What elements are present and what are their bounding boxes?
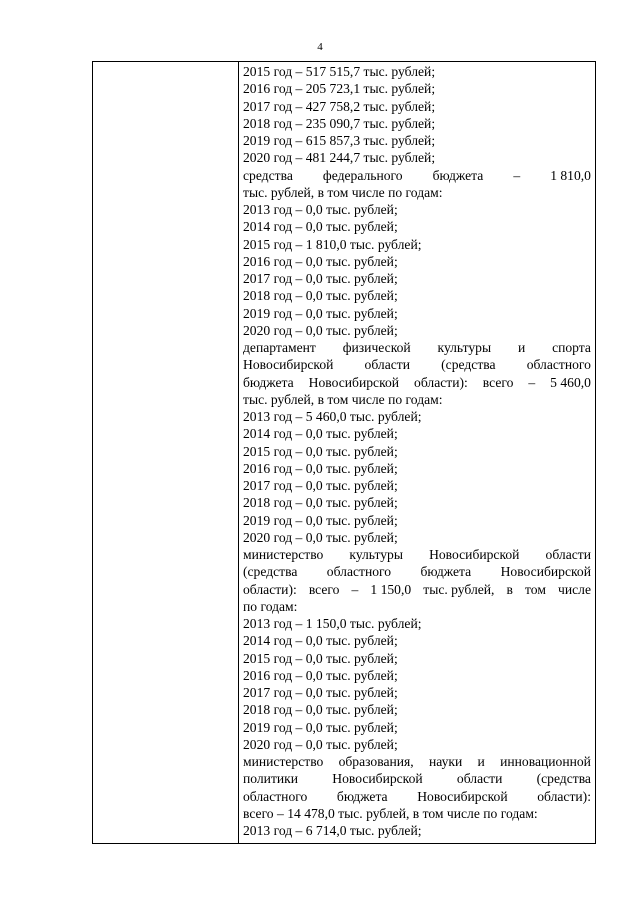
text-line	[243, 494, 591, 511]
text-word: 2018 год – 0,0 тыс. рублей;	[243, 495, 398, 511]
text-word: и	[517, 340, 526, 355]
text-word: по годам:	[243, 598, 298, 614]
text-word: 2015 год – 0,0 тыс. рублей;	[243, 443, 398, 459]
text-word: 2019 год – 0,0 тыс. рублей;	[243, 719, 398, 735]
text-word: (средства	[441, 357, 496, 373]
text-word: 2017 год – 0,0 тыс. рублей;	[243, 685, 398, 700]
text-word: области):	[414, 374, 468, 390]
text-word: инновационной	[500, 754, 591, 769]
text-word: 2013 год – 0,0 тыс. рублей;	[243, 202, 398, 217]
text-word: –	[513, 167, 521, 183]
text-word: области):	[243, 581, 297, 597]
text-line	[243, 581, 591, 598]
text-word: тыс. рублей, в том числе по годам:	[243, 184, 443, 200]
text-line	[243, 218, 591, 235]
text-word: области):	[537, 788, 591, 804]
text-line	[243, 115, 591, 132]
text-word: тыс. рублей,	[423, 581, 495, 597]
text-word: 2013 год – 1 150,0 тыс. рублей;	[243, 616, 422, 631]
text-line	[243, 598, 591, 615]
text-line	[243, 305, 591, 322]
text-word: министерство	[243, 754, 324, 769]
text-word: 2016 год – 0,0 тыс. рублей;	[243, 460, 398, 476]
text-word: спорта	[552, 340, 591, 355]
text-line	[243, 822, 591, 839]
text-word: Новосибирской	[308, 374, 400, 390]
text-word: 2014 год – 0,0 тыс. рублей;	[243, 426, 398, 442]
text-word: области	[456, 771, 503, 787]
text-line	[243, 512, 591, 529]
text-line	[243, 270, 591, 287]
text-word: 2014 год – 0,0 тыс. рублей;	[243, 633, 398, 649]
text-word: 2020 год – 0,0 тыс. рублей;	[243, 529, 398, 545]
text-word: 2019 год – 0,0 тыс. рублей;	[243, 512, 398, 528]
table-left-cell	[93, 62, 238, 843]
text-word: департамент	[243, 340, 316, 355]
text-line	[243, 132, 591, 149]
text-word: всего	[482, 374, 514, 390]
text-line	[243, 408, 591, 425]
budget-table	[92, 61, 596, 844]
text-word: 2013 год – 6 714,0 тыс. рублей;	[243, 823, 422, 838]
text-line	[243, 322, 591, 339]
text-word: 2014 год – 0,0 тыс. рублей;	[243, 219, 398, 235]
text-word: в	[506, 581, 513, 597]
text-line	[243, 632, 591, 649]
text-line	[243, 477, 591, 494]
text-word: культуры	[349, 547, 403, 562]
text-line	[243, 425, 591, 442]
text-word: 2015 год – 0,0 тыс. рублей;	[243, 650, 398, 666]
text-word: бюджета	[420, 564, 472, 580]
text-word: Новосибирской	[429, 547, 520, 562]
text-word: 2018 год – 0,0 тыс. рублей;	[243, 702, 398, 718]
text-word: 2015 год – 1 810,0 тыс. рублей;	[243, 236, 422, 252]
text-word: 2019 год – 615 857,3 тыс. рублей;	[243, 133, 436, 148]
text-line	[243, 356, 591, 373]
text-line	[243, 650, 591, 667]
text-word: (средства	[536, 771, 591, 787]
text-line	[243, 201, 591, 218]
text-word: Новосибирской	[417, 788, 508, 804]
text-word: всего	[308, 581, 340, 597]
text-line	[243, 736, 591, 753]
text-line	[243, 443, 591, 460]
text-line	[243, 719, 591, 736]
text-word: физической	[342, 340, 411, 355]
text-line	[243, 805, 591, 822]
text-line	[243, 253, 591, 270]
text-line	[243, 701, 591, 718]
text-word: Новосибирской	[332, 771, 423, 787]
text-word: Новосибирской	[500, 564, 591, 580]
text-word: областного	[526, 357, 591, 373]
text-word: числе	[558, 581, 591, 597]
text-word: 2018 год – 235 090,7 тыс. рублей;	[243, 115, 436, 131]
text-word: –	[528, 374, 536, 390]
text-word: 2017 год – 0,0 тыс. рублей;	[243, 478, 398, 493]
text-line	[243, 788, 591, 805]
text-word: культуры	[437, 340, 492, 355]
text-word: 1 810,0	[550, 167, 591, 183]
text-line	[243, 98, 591, 115]
text-word: 2016 год – 0,0 тыс. рублей;	[243, 253, 398, 269]
text-line	[243, 374, 591, 391]
text-word: 2016 год – 0,0 тыс. рублей;	[243, 667, 398, 683]
text-word: 1 150,0	[370, 581, 412, 597]
text-word: политики	[243, 771, 299, 787]
text-line	[243, 460, 591, 477]
text-line	[243, 667, 591, 684]
text-word: бюджета	[432, 167, 484, 183]
text-line	[243, 546, 591, 563]
text-line	[243, 753, 591, 770]
table-right-cell	[243, 63, 591, 839]
text-word: 2013 год – 5 460,0 тыс. рублей;	[243, 409, 422, 424]
text-line	[243, 770, 591, 787]
text-word: и	[477, 754, 485, 769]
text-word: Новосибирской	[243, 357, 334, 373]
text-word: (средства	[243, 564, 298, 580]
text-line	[243, 63, 591, 80]
text-line	[243, 287, 591, 304]
text-line	[243, 184, 591, 201]
column-divider	[238, 62, 239, 843]
text-word: 2017 год – 427 758,2 тыс. рублей;	[243, 98, 436, 114]
text-line	[243, 80, 591, 97]
text-word: науки	[428, 754, 463, 769]
text-word: области	[545, 547, 591, 562]
text-line	[243, 167, 591, 184]
text-word: бюджета	[243, 374, 294, 390]
text-line	[243, 684, 591, 701]
text-word: –	[351, 581, 359, 597]
text-word: том	[525, 581, 546, 597]
text-line	[243, 339, 591, 356]
text-line	[243, 615, 591, 632]
text-word: 2016 год – 205 723,1 тыс. рублей;	[243, 81, 436, 97]
text-line	[243, 391, 591, 408]
text-word: бюджета	[336, 788, 388, 804]
text-word: тыс. рублей, в том числе по годам:	[243, 391, 443, 407]
text-word: 2020 год – 0,0 тыс. рублей;	[243, 736, 398, 752]
text-word: 2017 год – 0,0 тыс. рублей;	[243, 271, 398, 286]
text-word: 5 460,0	[550, 374, 591, 390]
text-line	[243, 563, 591, 580]
text-word: 2020 год – 0,0 тыс. рублей;	[243, 322, 398, 338]
text-word: 2020 год – 481 244,7 тыс. рублей;	[243, 150, 436, 166]
text-word: 2019 год – 0,0 тыс. рублей;	[243, 305, 398, 321]
text-word: областного	[326, 564, 392, 580]
page-number: 4	[317, 41, 323, 53]
text-word: 2015 год – 517 515,7 тыс. рублей;	[243, 64, 436, 79]
text-word: области	[364, 357, 410, 373]
text-line	[243, 236, 591, 253]
text-word: областного	[243, 788, 308, 804]
text-word: министерство	[243, 547, 324, 562]
text-word: федерального	[322, 167, 403, 183]
text-line	[243, 529, 591, 546]
text-line	[243, 149, 591, 166]
text-word: 2018 год – 0,0 тыс. рублей;	[243, 288, 398, 304]
text-word: образования,	[338, 754, 414, 769]
text-word: средства	[243, 167, 293, 183]
text-word: всего – 14 478,0 тыс. рублей, в том числе по годам:	[243, 805, 538, 821]
